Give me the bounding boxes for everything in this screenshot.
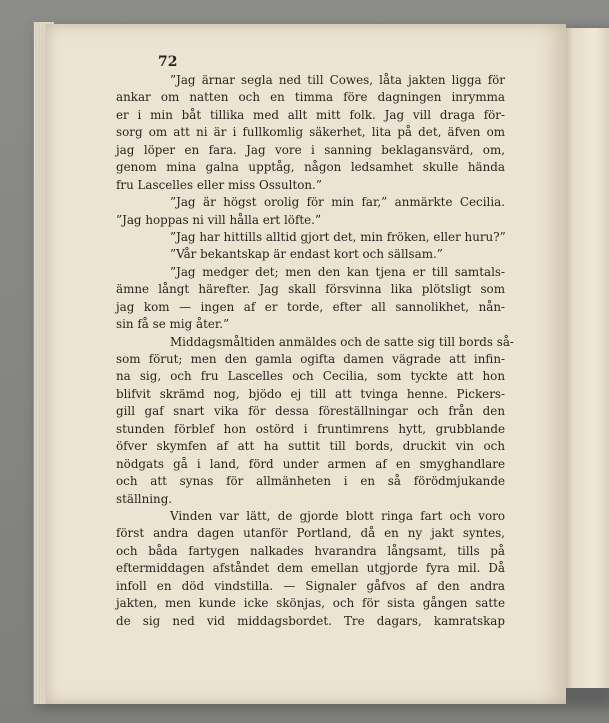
facing-page-edge bbox=[560, 28, 609, 688]
text-line: ”Jag hoppas ni vill hålla ert löfte.” bbox=[116, 212, 322, 227]
text-line: ”Jag har hittills alltid gjort det, min fröken, eller huru?” bbox=[170, 229, 506, 244]
text-line: sin få se mig åter.” bbox=[116, 317, 230, 332]
text-line: och att synas för allmänheten i en så förödmjukande bbox=[116, 474, 505, 489]
text-line: ställning. bbox=[116, 491, 173, 506]
text-line: Vinden var lätt, de gjorde blott ringa fart och voro bbox=[170, 508, 505, 523]
text-line: de sig ned vid middagsbordet. Tre dagars, kamratskap bbox=[116, 613, 505, 628]
text-line: öfver skymfen af att ha suttit till bords, druckit vin och bbox=[116, 439, 505, 454]
text-line: ämne långt härefter. Jag skall försvinna lika plötsligt som bbox=[116, 282, 505, 297]
text-line: nödgats gå i land, förd under armen af en smyghandlare bbox=[116, 456, 505, 471]
text-line: jag kom — ingen af er torde, efter all sannolikhet, nån- bbox=[116, 299, 505, 314]
text-line: Middagsmåltiden anmäldes och de satte sig till bords så- bbox=[170, 334, 514, 349]
text-line: och båda fartygen nalkades hvarandra långsamt, tills på bbox=[116, 543, 505, 558]
text-line: gill gaf snart vika för dessa föreställningar och från den bbox=[116, 404, 505, 419]
text-line: som förut; men den gamla ogifta damen vägrade att infin- bbox=[116, 352, 505, 366]
text-line: sorg om att ni är i fullkomlig säkerhet, lita på det, äfven om bbox=[116, 125, 505, 140]
text-line: er i min båt tillika med allt mitt folk. Jag vill draga för- bbox=[116, 107, 505, 122]
text-line: jakten, men kunde icke skönjas, och för sista gången satte bbox=[116, 596, 505, 611]
text-line: jag löper en fara. Jag vore i sanning beklagansvärd, om, bbox=[116, 142, 505, 157]
text-line: ”Jag medger det; men den kan tjena er till samtals- bbox=[170, 264, 505, 279]
text-line: infoll en död vindstilla. — Signaler gåfvos af den andra bbox=[116, 578, 505, 593]
text-line: na sig, och fru Lascelles och Cecilia, som tyckte att hon bbox=[116, 369, 505, 384]
text-line: blifvit skrämd nog, bjödo ej till att tvinga henne. Pickers- bbox=[116, 386, 505, 401]
text-line: fru Lascelles eller miss Ossulton.” bbox=[116, 177, 322, 192]
text-line: genom mina galna upptåg, någon ledsamhet skulle hända bbox=[116, 160, 505, 175]
body-text bbox=[116, 72, 514, 630]
text-line: ”Vår bekantskap är endast kort och sällsam.” bbox=[170, 247, 443, 262]
text-line: först andra dagen utanför Portland, då en ny jakt syntes, bbox=[116, 526, 505, 541]
text-line: ankar om natten och en timma före dagningen inrymma bbox=[116, 90, 505, 105]
text-line: ”Jag är högst orolig för min far,” anmärkte Cecilia. bbox=[170, 195, 505, 210]
page-number: 72 bbox=[158, 54, 178, 70]
text-line: stunden förblef hon ostörd i fruntimrens hytt, grubblande bbox=[116, 421, 505, 436]
text-line: eftermiddagen afståndet dem emellan utgjorde fyra mil. Då bbox=[116, 561, 505, 576]
text-line: ”Jag ärnar segla ned till Cowes, låta jakten ligga för bbox=[170, 73, 505, 87]
